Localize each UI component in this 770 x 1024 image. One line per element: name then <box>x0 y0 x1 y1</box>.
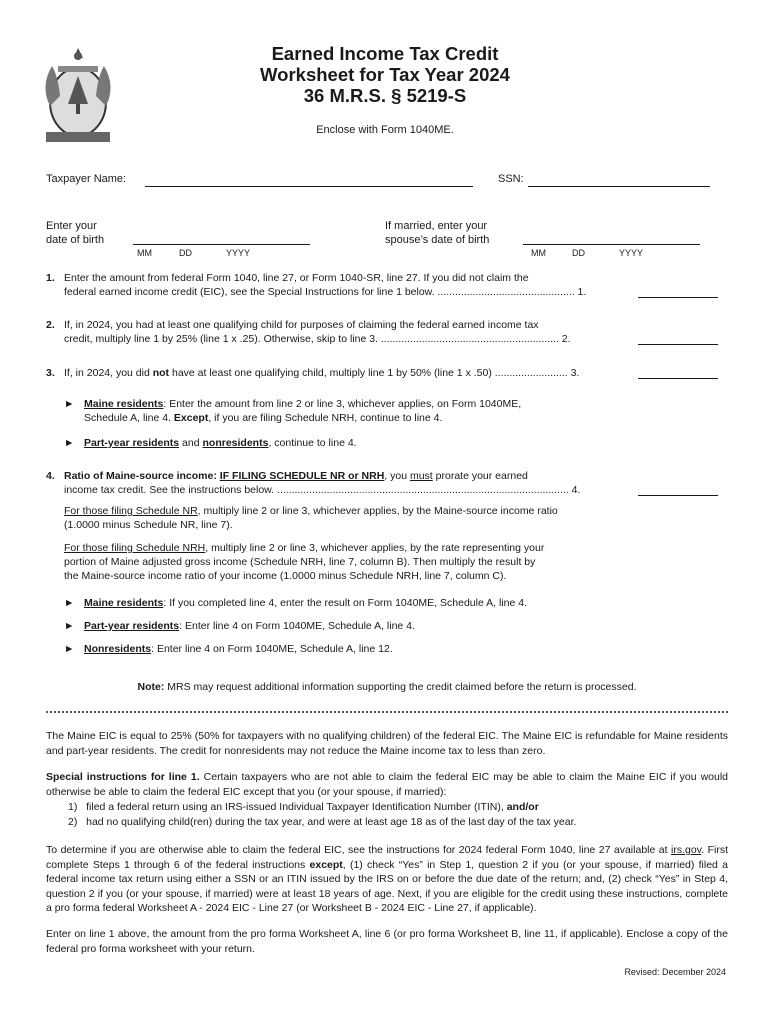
spouse-dob-dd: DD <box>572 248 585 258</box>
taxpayer-name-field[interactable] <box>145 186 473 187</box>
nonresidents-line4: Nonresidents: Enter line 4 on Form 1040ME, Schedule A, line 12. <box>84 643 393 655</box>
spouse-dob-mm: MM <box>531 248 546 258</box>
maine-residents-instruction: Maine residents: Enter the amount from line 2 or line 3, whichever applies, on Form 1040ME, Schedule A, line 4. Except, if you are filing Schedule NRH, continue to line 4. <box>84 398 522 424</box>
dob-mm: MM <box>137 248 152 258</box>
spouse-dob-field[interactable] <box>523 244 700 245</box>
dob-field[interactable] <box>133 244 310 245</box>
special-item-2: 2) had no qualifying child(ren) during the tax year, and were at least age 18 as of the last day of the tax year. <box>68 816 577 828</box>
line-3-text: If, in 2024, you did not have at least one qualifying child, multiply line 1 by 50% (line 1 x .50) ......................... 3. <box>64 367 580 379</box>
line-3-field[interactable] <box>638 378 718 379</box>
line-4-field[interactable] <box>638 495 718 496</box>
line-4-text: Ratio of Maine-source income: IF FILING SCHEDULE NR or NRH, you must prorate your earned income tax credit. See the instructions below. .................................................................................................... 4. <box>64 470 581 496</box>
instructions-paragraph-3: To determine if you are otherwise able to claim the federal EIC, see the instructions for 2024 federal Form 1040, line 27 available at irs.gov. First complete Steps 1 through 6 of the federal instructions except, (1) check “Yes” in Step 1, question 2 if you (or your spouse, if married) filed a federal income tax return using either a SSN or an ITIN issued by the IRS on or before the due date of the return; and, (2) check “Yes” in Step 4, question 2 if you (or your spouse, if married) were at least 18 years of age. Next, if you are eligible for the credit using these instructions, complete a pro forma federal Worksheet A - 2024 EIC - Line 27 (or Worksheet B - 2024 EIC - Line 27, if applicable). <box>46 844 728 914</box>
special-instructions: Special instructions for line 1. Certain taxpayers who are not able to claim the federal EIC may be able to claim the Maine EIC if you would otherwise be able to claim the federal EIC except that you (or your spouse, if married): <box>46 771 728 798</box>
arrow-icon: ► <box>64 620 75 632</box>
arrow-icon: ► <box>64 643 75 655</box>
schedule-nr-instruction: For those filing Schedule NR, multiply line 2 or line 3, whichever applies, by the Maine-source income ratio (1.0000 minus Schedule NR, line 7). <box>64 505 558 531</box>
arrow-icon: ► <box>64 398 75 410</box>
instructions-paragraph-1: The Maine EIC is equal to 25% (50% for taxpayers with no qualifying children) of the federal EIC. The Maine EIC is refundable for Maine residents and part-year residents. The credit for nonresidents may not reduce the Maine income tax to less than zero. <box>46 730 728 757</box>
dob-yyyy: YYYY <box>226 248 251 258</box>
instructions-paragraph-4: Enter on line 1 above, the amount from the pro forma Worksheet A, line 6 (or pro forma Worksheet B, line 11, if applicable). Enclose a copy of the federal pro forma worksheet with your return. <box>46 928 728 955</box>
line-1-number: 1. <box>46 272 55 284</box>
page-title <box>170 43 600 106</box>
revised-date: Revised: December 2024 <box>624 967 726 977</box>
part-year-instruction: Part-year residents and nonresidents, continue to line 4. <box>84 437 357 449</box>
part-year-line4: Part-year residents: Enter line 4 on Form 1040ME, Schedule A, line 4. <box>84 620 415 632</box>
line-3-number: 3. <box>46 367 55 379</box>
note: Note: MRS may request additional information supporting the credit claimed before the return is processed. <box>137 681 637 693</box>
spouse-dob-yyyy: YYYY <box>619 248 644 258</box>
line-2-number: 2. <box>46 319 55 331</box>
divider <box>46 711 728 713</box>
dob-dd: DD <box>179 248 192 258</box>
title-line-3: 36 M.R.S. § 5219-S <box>303 85 467 106</box>
line-1-text: Enter the amount from federal Form 1040, line 27, or Form 1040-SR, line 27. If you did not claim the federal earned income credit (EIC), see the Special Instructions for line 1 below. ............................................... 1. <box>64 272 587 298</box>
line-2-text: If, in 2024, you had at least one qualifying child for purposes of claiming the federal earned income tax credit, multiply line 1 by 25% (line 1 x .25). Otherwise, skip to line 3. ............................................................. 2. <box>64 319 571 345</box>
ssn-label: SSN: <box>498 173 524 185</box>
title-line-2: Worksheet for Tax Year 2024 <box>260 64 510 85</box>
line-2-field[interactable] <box>638 344 718 345</box>
line-4-number: 4. <box>46 470 55 482</box>
maine-state-seal-icon <box>36 46 120 146</box>
line-1-field[interactable] <box>638 297 718 298</box>
arrow-icon: ► <box>64 597 75 609</box>
schedule-nrh-instruction: For those filing Schedule NRH, multiply line 2 or line 3, whichever applies, by the rate representing your portion of Maine adjusted gross income (Schedule NRH, line 7, column B). Then multiply the result by the Maine-source income ratio of your income (1.0000 minus Schedule NRH, line 7, column C). <box>64 542 545 582</box>
taxpayer-name-label: Taxpayer Name: <box>46 173 127 185</box>
special-item-1: 1) filed a federal return using an IRS-issued Individual Taxpayer Identification Number (ITIN), and/or <box>68 801 539 813</box>
title-line-1: Earned Income Tax Credit <box>271 43 499 64</box>
arrow-icon: ► <box>64 437 75 449</box>
maine-residents-line4: Maine residents: If you completed line 4, enter the result on Form 1040ME, Schedule A, line 4. <box>84 597 527 609</box>
irs-link[interactable]: irs.gov <box>671 844 702 856</box>
spouse-dob-label: If married, enter your spouse’s date of birth <box>385 220 490 246</box>
dob-label: Enter your date of birth <box>46 220 105 246</box>
enclose-note: Enclose with Form 1040ME. <box>316 124 454 136</box>
ssn-field[interactable] <box>528 186 710 187</box>
